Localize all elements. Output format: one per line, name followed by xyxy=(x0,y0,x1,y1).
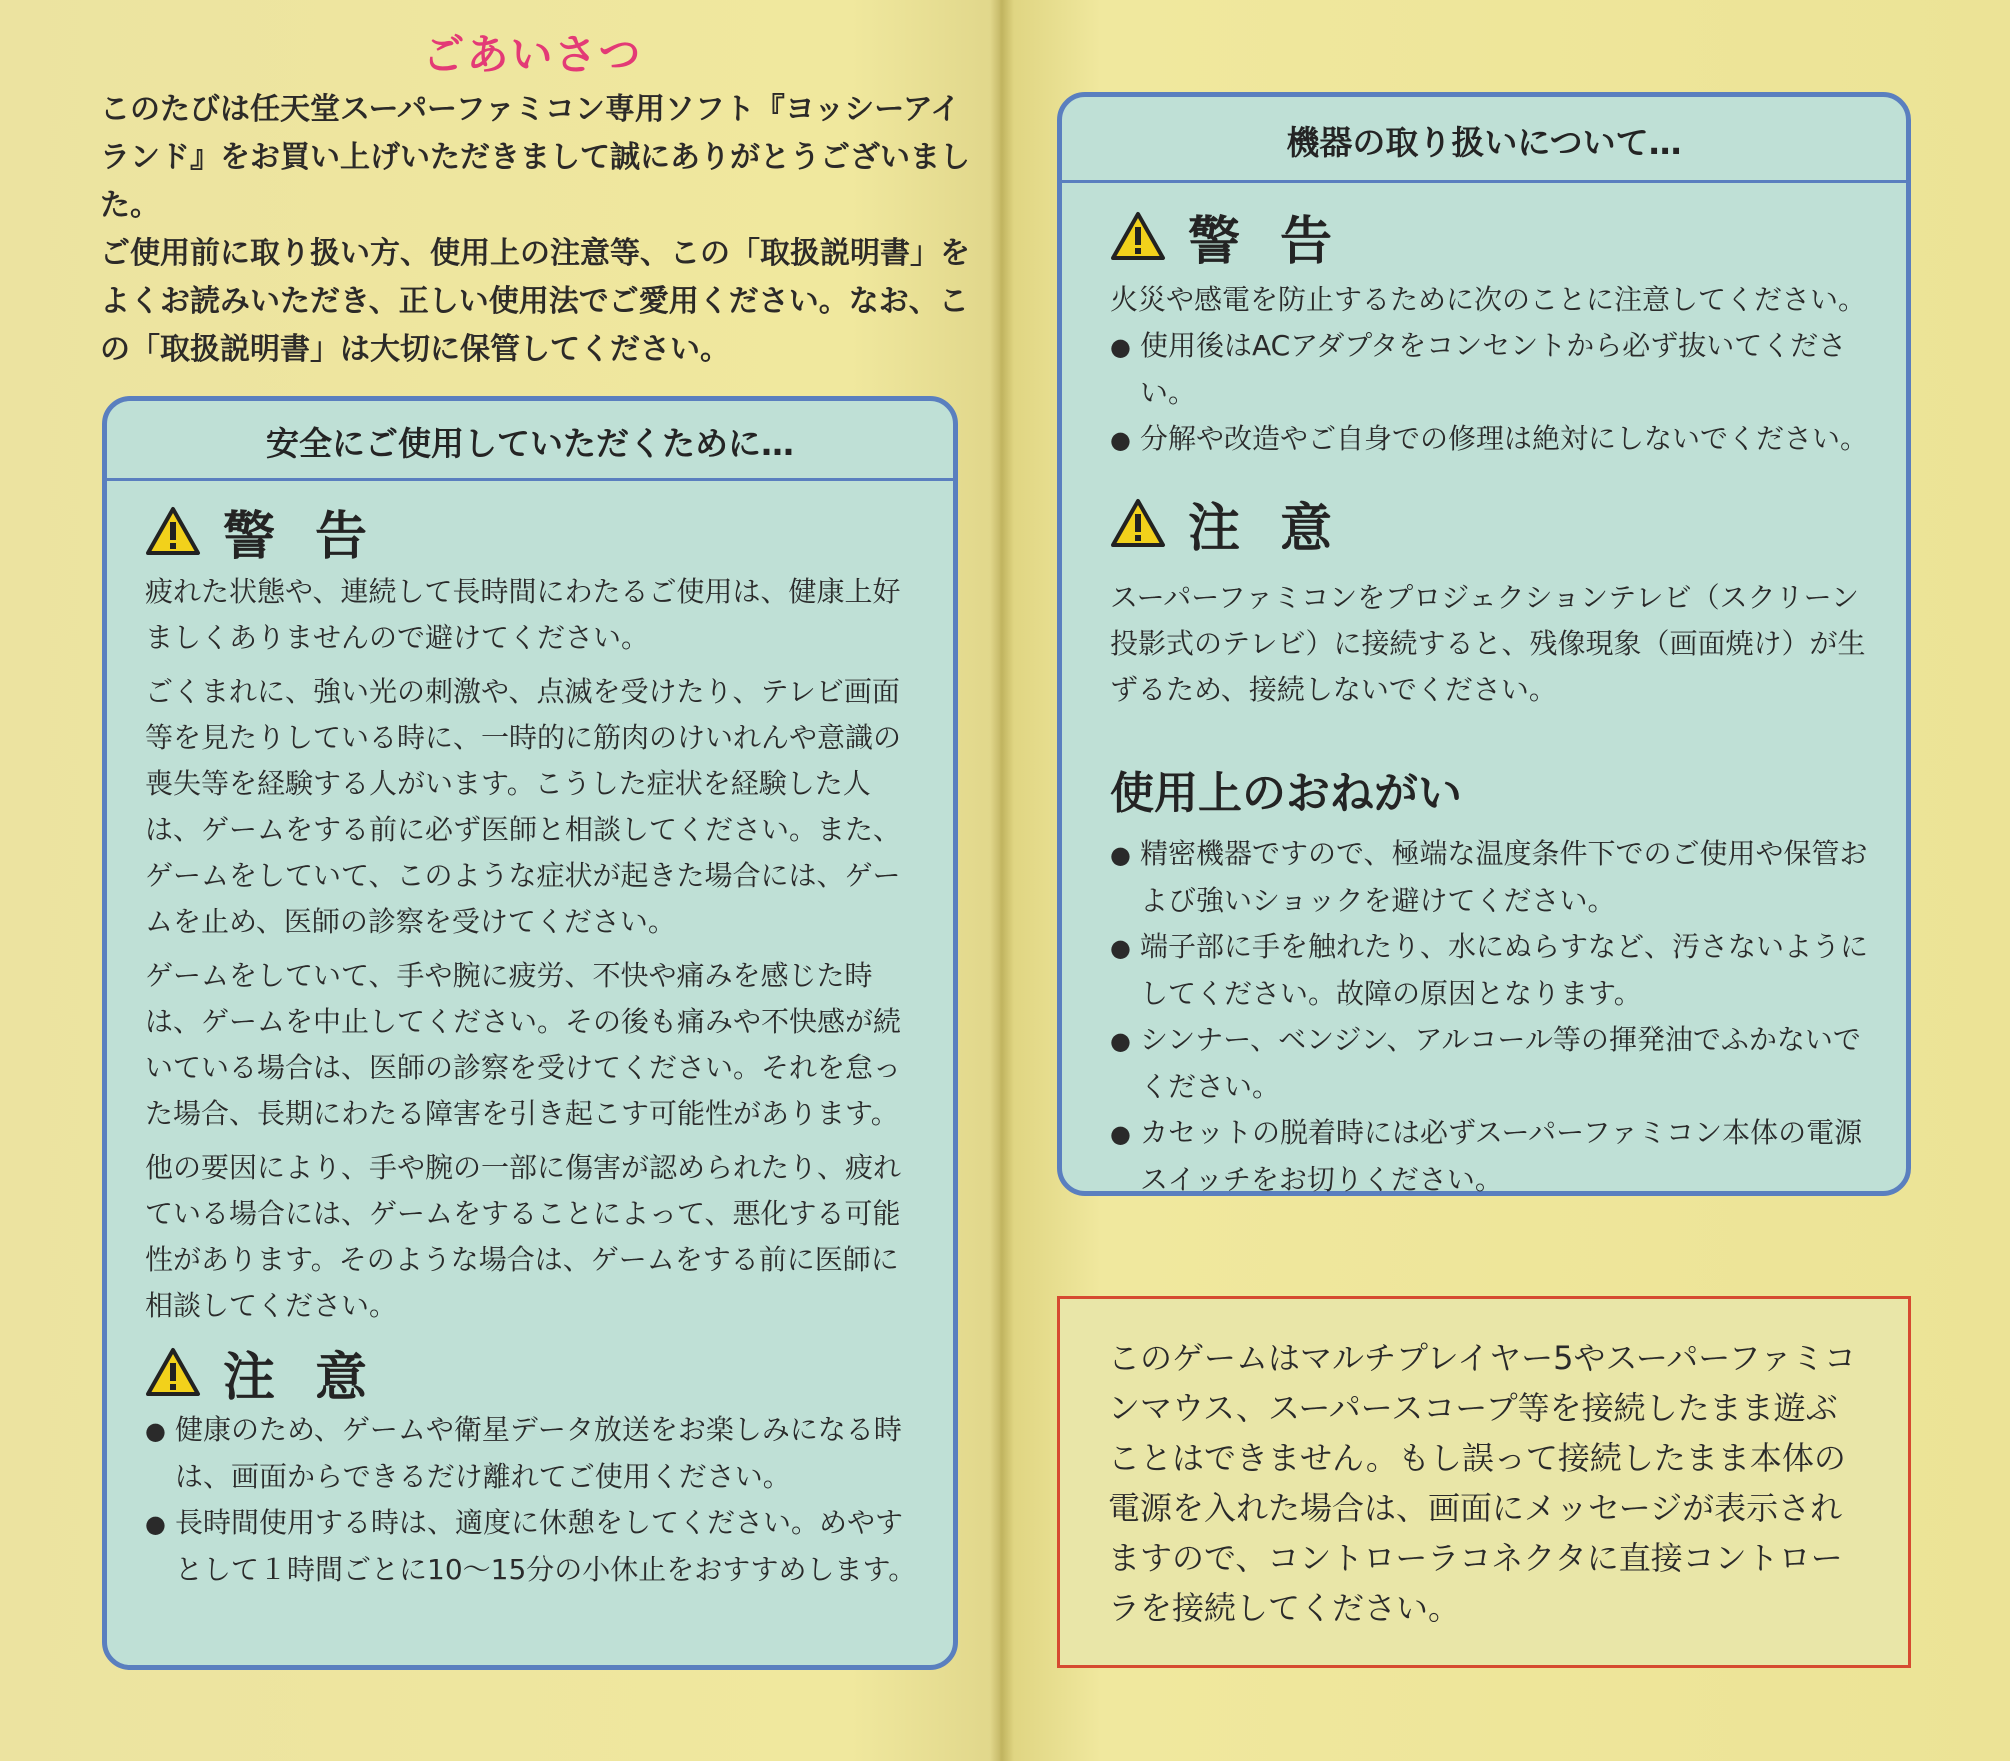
list-item: ● カセットの脱着時には必ずスーパーファミコン本体の電源スイッチをお切りください。 xyxy=(1110,1110,1870,1203)
usage-list xyxy=(1110,831,1870,1203)
handling-warning-heading xyxy=(1110,195,1870,277)
safety-warning-heading xyxy=(145,493,917,569)
handling-caution-text: スーパーファミコンをプロジェクションテレビ（スクリーン投影式のテレビ）に接続すると、残像現象（画面焼け）が生ずるため、接続しないでください。 xyxy=(1110,581,1866,706)
warning-heading-text: 警告 xyxy=(223,506,408,567)
usage-heading: 使用上のおねがい xyxy=(1110,768,1462,819)
warning-triangle-icon xyxy=(1110,498,1166,548)
notice-box xyxy=(1057,1296,1911,1668)
safety-caution-heading xyxy=(145,1337,917,1407)
safety-warning-paragraph: 疲れた状態や、連続して長時間にわたるご使用は、健康上好ましくありませんので避けてください。 xyxy=(145,575,901,654)
warning-heading-text: 警告 xyxy=(1188,211,1373,272)
handling-caution-heading xyxy=(1110,477,1870,569)
greeting-paragraph: ご使用前に取り扱い方、使用上の注意等、この「取扱説明書」をよくお読みいただき、正しい使用法でご愛用ください。なお、この「取扱説明書」は大切に保管してください。 xyxy=(100,236,970,367)
warning-triangle-icon xyxy=(145,506,201,556)
list-item: ● 健康のため、ゲームや衛星データ放送をお楽しみになる時は、画面からできるだけ離れてご使用ください。 xyxy=(145,1407,917,1500)
safety-warning-paragraph: 他の要因により、手や腕の一部に傷害が認められたり、疲れている場合には、ゲームをすることによって、悪化する可能性があります。そのような場合は、ゲームをする前に医師に相談してください。 xyxy=(145,1151,902,1322)
list-item: ● 端子部に手を触れたり、水にぬらすなど、汚さないようにしてください。故障の原因となります。 xyxy=(1110,924,1870,1017)
list-item: ● 精密機器ですので、極端な温度条件下でのご使用や保管および強いショックを避けてください。 xyxy=(1110,831,1870,924)
list-item: ● 長時間使用する時は、適度に休憩をしてください。めやすとして１時間ごとに10〜15分の小休止をおすすめします。 xyxy=(145,1500,917,1593)
greeting-body xyxy=(100,86,970,374)
safety-caution-list xyxy=(145,1407,917,1593)
list-item: ● シンナー、ベンジン、アルコール等の揮発油でふかないでください。 xyxy=(1110,1017,1870,1110)
list-item: ● 分解や改造やご自身での修理は絶対にしないでください。 xyxy=(1110,416,1870,463)
caution-heading-text: 注意 xyxy=(223,1347,408,1408)
safety-box-header: 安全にご使用していただくために… xyxy=(107,401,953,481)
greeting-title: ごあいさつ xyxy=(422,30,643,79)
book-gutter xyxy=(990,0,1014,1761)
warning-triangle-icon xyxy=(145,1347,201,1397)
greeting-paragraph: このたびは任天堂スーパーファミコン専用ソフト『ヨッシーアイランド』をお買い上げいただきまして誠にありがとうございました。 xyxy=(100,92,970,223)
handling-warning-intro: 火災や感電を防止するために次のことに注意してください。 xyxy=(1110,283,1867,316)
caution-heading-text: 注意 xyxy=(1188,498,1373,559)
handling-warning-list xyxy=(1110,323,1870,463)
safety-warning-paragraph: ゲームをしていて、手や腕に疲労、不快や痛みを感じた時は、ゲームを中止してください。その後も痛みや不快感が続いている場合は、医師の診察を受けてください。それを怠った場合、長期にわたる障害を引き起こす可能性があります。 xyxy=(145,959,902,1130)
safety-warning-paragraph: ごくまれに、強い光の刺激や、点滅を受けたり、テレビ画面等を見たりしている時に、一時的に筋肉のけいれんや意識の喪失等を経験する人がいます。こうした症状を経験した人は、ゲームをする前に必ず医師と相談してください。また、ゲームをしていて、このような症状が起きた場合には、ゲームを止め、医師の診察を受けてください。 xyxy=(145,675,902,938)
warning-triangle-icon xyxy=(1110,211,1166,261)
handling-box xyxy=(1057,92,1911,1196)
safety-box xyxy=(102,396,958,1670)
handling-box-header: 機器の取り扱いについて… xyxy=(1062,97,1906,183)
list-item: ● 使用後はACアダプタをコンセントから必ず抜いてください。 xyxy=(1110,323,1870,416)
notice-text: このゲームはマルチプレイヤー5やスーパーファミコンマウス、スーパースコープ等を接続したまま遊ぶことはできません。もし誤って接続したまま本体の電源を入れた場合は、画面にメッセージが表示されますので、コントローラコネクタに直接コントローラを接続してください。 xyxy=(1108,1339,1857,1627)
